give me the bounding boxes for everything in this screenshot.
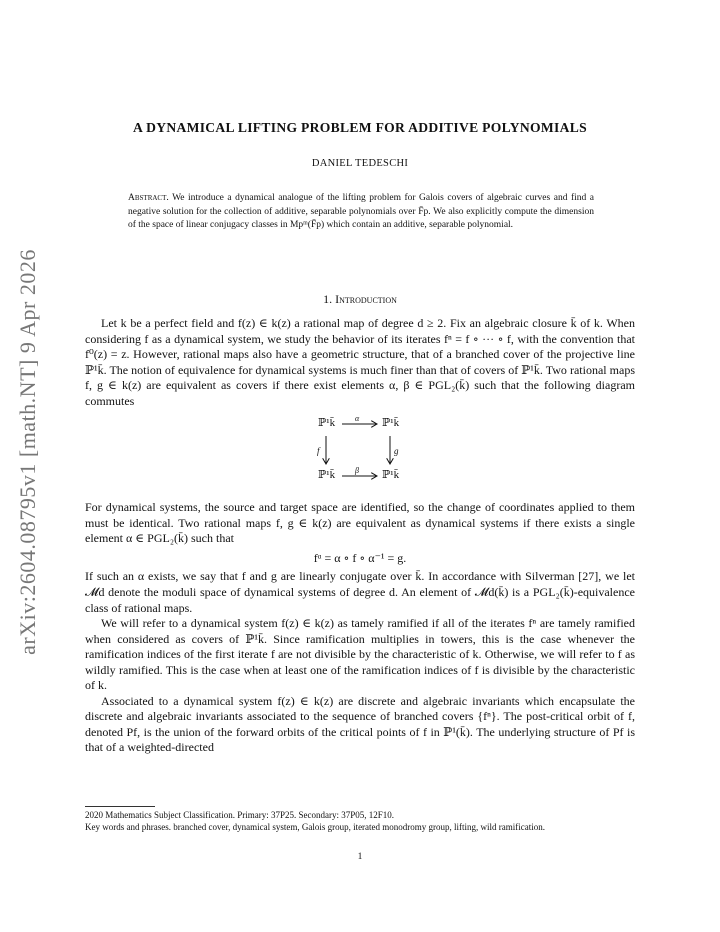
left-arrow-label: f	[317, 446, 320, 457]
main-text	[85, 316, 635, 756]
diagram-arrows	[85, 414, 635, 496]
paragraph-2: For dynamical systems, the source and target space are identified, so the change of coordinates applied to them must be identical. Two rational maps f, g ∈ k(z) are equivalent as dynamical systems if there exists a single element α ∈ PGL₂(k̄) such that	[85, 500, 635, 546]
diagram-bottom-left: ℙ¹k̄	[318, 469, 336, 482]
paragraph-5: Associated to a dynamical system f(z) ∈ k(z) are discrete and algebraic invariants which encapsulate the discrete and algebraic invariants associated to the sequence of branched covers {fⁿ}. The post-critical orbit of f, denoted Pf, is the union of the forward orbits of the critical points of f in ℙ¹(k̄). The underlying structure of Pf is that of a weighted-directed	[85, 693, 635, 755]
arxiv-id: arXiv:2604.08795v1 [math.NT] 9 Apr 2026	[15, 249, 40, 655]
right-arrow-label: g	[394, 446, 399, 457]
top-arrow-label: α	[355, 414, 360, 424]
conjugacy-equation: fᵅ = α ∘ f ∘ α⁻¹ = g.	[313, 550, 407, 565]
page-number: 1	[357, 852, 363, 862]
commutative-diagram	[85, 414, 635, 496]
footnote-keywords: Key words and phrases. branched cover, dynamical system, Galois group, iterated monodromy group, lifting, wild ramification.	[85, 822, 546, 832]
abstract-label: Abstract.	[128, 193, 169, 203]
abstract	[128, 192, 594, 233]
paper-title: A DYNAMICAL LIFTING PROBLEM FOR ADDITIVE POLYNOMIALS	[133, 120, 587, 135]
paragraph-1: Let k be a perfect field and f(z) ∈ k(z) a rational map of degree d ≥ 2. Fix an algebraic closure k̄ of k. When considering f as a dynamical system, we study the behavior of its iterates fⁿ = f ∘ ··· ∘ f, with the convention that f⁰(z) = z. However, rational maps also have a geometric structure, that of a branched cover of the projective line ℙ¹k̄. The notion of equivalence for dynamical systems is much finer than that of covers of ℙ¹k̄. Two rational maps f, g ∈ k(z) are equivalent as covers if there exist elements α, β ∈ PGL₂(k̄) such that the following diagram commutes	[85, 316, 635, 408]
paragraph-4: We will refer to a dynamical system f(z) ∈ k(z) as tamely ramified if all of the iterates fⁿ are tamely ramified when considered as covers of ℙ¹k̄. Since ramification multiplies in towers, this is the case whenever the ramification indices of the first iterate f are not divisible by the characteristic of k. Otherwise, we will refer to f as wildly ramified. This is the case when at least one of the ramification indices of f is divisible by the characteristic of k.	[85, 616, 635, 693]
section-heading: 1. Introduction	[323, 292, 397, 306]
footnotes	[85, 809, 635, 833]
footnote-msc: 2020 Mathematics Subject Classification. Primary: 37P25. Secondary: 37P05, 12F10.	[85, 810, 394, 820]
bottom-arrow-label: β	[355, 466, 359, 476]
abstract-text: We introduce a dynamical analogue of the lifting problem for Galois covers of algebraic curves and find a negative solution for the collection of additive, separable polynomials over F̄p. We also explicitly compute the dimension of the space of linear conjugacy classes in Mpᵐ(F̄p) which contain an additive, separable polynomial.	[128, 193, 594, 231]
footnote-rule	[85, 806, 155, 807]
paragraph-3: If such an α exists, we say that f and g are linearly conjugate over k̄. In accordance with Silverman [27], we let 𝓜d denote the moduli space of dynamical systems of degree d. An element of 𝓜d(k̄) is a PGL₂(k̄)-equivalence class of rational maps.	[85, 569, 635, 615]
diagram-top-left: ℙ¹k̄	[318, 417, 336, 430]
diagram-bottom-right: ℙ¹k̄	[382, 469, 400, 482]
diagram-top-right: ℙ¹k̄	[382, 417, 400, 430]
author-name: DANIEL TEDESCHI	[311, 158, 409, 169]
arxiv-stamp	[8, 249, 48, 655]
